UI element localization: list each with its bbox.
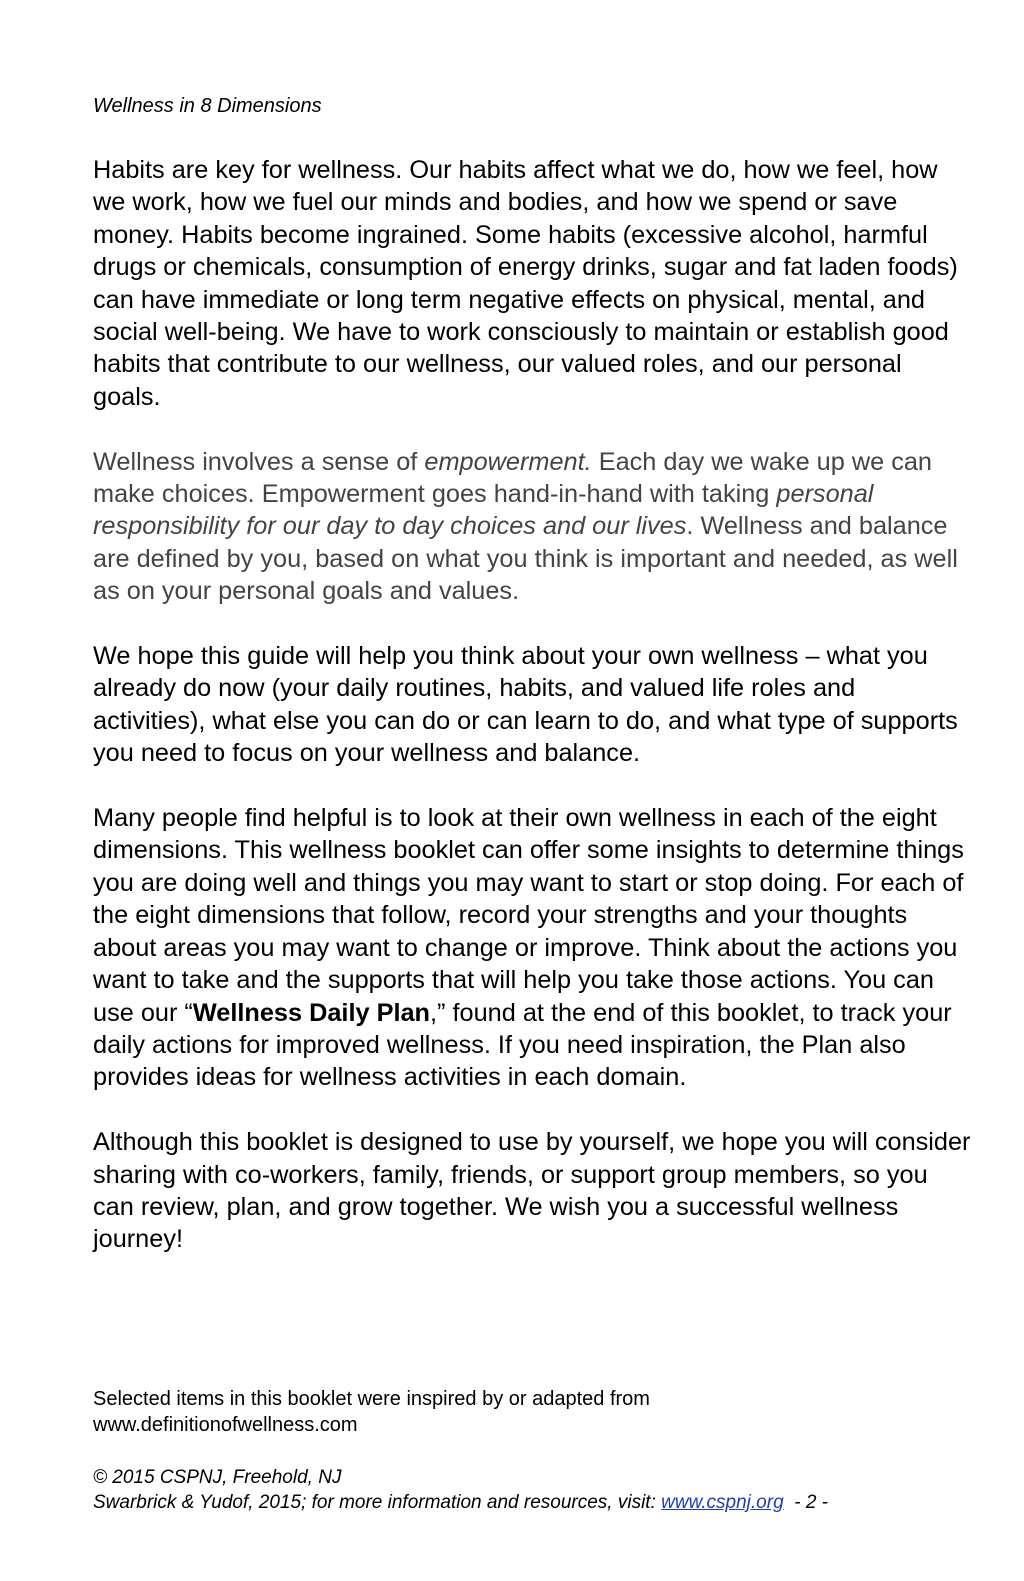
paragraph-empowerment-text-2: Each day we wake up we can make choices. Empowerment goes hand-in-hand with taking xyxy=(93,447,932,509)
paragraph-empowerment xyxy=(93,446,973,608)
source-footnote xyxy=(93,1386,650,1438)
copyright-line: © 2015 CSPNJ, Freehold, NJ xyxy=(93,1467,342,1488)
empowerment-emphasis: empowerment. xyxy=(424,447,592,476)
paragraph-dimensions-text-2: ,” found at the end of this booklet, to track your daily actions for improved wellness. If you need inspiration, the Plan also provides ideas for wellness activities in each domain. xyxy=(93,998,952,1092)
body-text xyxy=(93,154,973,1288)
paragraph-empowerment-text-3: . Wellness and balance are defined by you, based on what you think is important and needed, as well as on your personal goals and values. xyxy=(93,512,958,606)
paragraph-guide: We hope this guide will help you think about your own wellness – what you already do now (your daily routines, habits, and valued life roles and activities), what else you can do or can learn to do, and what type of supports you need to focus on your wellness and balance. xyxy=(93,642,958,768)
credit-text: Swarbrick & Yudof, 2015; for more information and resources, visit: xyxy=(93,1492,662,1513)
paragraph-sharing: Although this booklet is designed to use by yourself, we hope you will consider sharing with co-workers, family, friends, or support group members, so you can review, plan, and grow together. We wish you a successful wellness journey! xyxy=(93,1128,971,1254)
cspnj-link[interactable]: www.cspnj.org xyxy=(661,1492,784,1513)
page-number: - 2 - xyxy=(783,1492,828,1513)
responsibility-emphasis: personal responsibility for our day to day choices and our lives xyxy=(93,480,874,541)
paragraph-habits: Habits are key for wellness. Our habits affect what we do, how we feel, how we work, how we fuel our minds and bodies, and how we spend or save money. Habits become ingrained. Some habits (excessive alcohol, harmful drugs or chemicals, consumption of energy drinks, sugar and fat laden foods) can have immediate or long term negative effects on physical, mental, and social well-being. We have to work consciously to maintain or establish good habits that contribute to our wellness, our valued roles, and our personal goals. xyxy=(93,156,958,411)
wellness-daily-plan-title: Wellness Daily Plan xyxy=(192,998,430,1027)
footnote-line-2: www.definitionofwellness.com xyxy=(93,1414,358,1436)
paragraph-dimensions xyxy=(93,802,973,1094)
footnote-line-1: Selected items in this booklet were inspired by or adapted from xyxy=(93,1388,650,1410)
page-footer xyxy=(93,1465,828,1515)
running-header: Wellness in 8 Dimensions xyxy=(93,95,322,117)
credit-line xyxy=(93,1490,828,1515)
paragraph-dimensions-text-1: Many people find helpful is to look at their own wellness in each of the eight dimensions. This wellness booklet can offer some insights to determine things you are doing well and things you may want to start or stop doing. For each of the eight dimensions that follow, record your strengths and your thoughts about areas you may want to change or improve. Think about the actions you want to take and the supports that will help you take those actions. You can use our “ xyxy=(93,804,964,1027)
paragraph-empowerment-text-1: Wellness involves a sense of xyxy=(93,447,425,476)
